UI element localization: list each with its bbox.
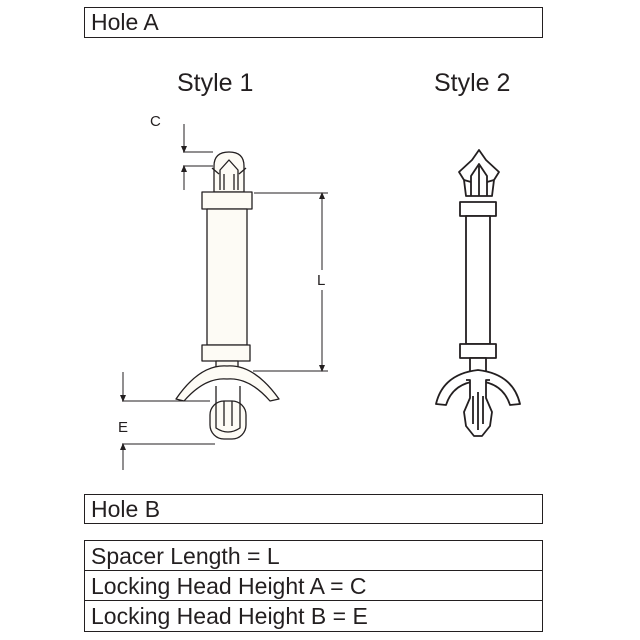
spec-locking-head-height-b: Locking Head Height B = E — [84, 600, 543, 632]
style-2-spacer — [436, 150, 520, 436]
dimension-c-label: C — [150, 113, 161, 130]
style-2-top-locking-head — [459, 150, 499, 196]
style-1-spacer — [176, 152, 279, 439]
style-2-bottom-collar — [460, 344, 496, 358]
style-1-body — [207, 209, 247, 345]
style-1-top-collar — [202, 192, 252, 209]
spec-locking-head-height-a: Locking Head Height A = C — [84, 570, 543, 602]
style-1-bottom-locking-head — [210, 386, 246, 439]
hole-a-label: Hole A — [84, 7, 543, 38]
style-1-bottom-collar — [202, 345, 250, 361]
style-1-title: Style 1 — [177, 69, 254, 97]
dimension-l-label: L — [317, 272, 326, 289]
style-2-body — [466, 216, 490, 344]
spec-spacer-length: Spacer Length = L — [84, 540, 543, 572]
style-2-bottom-locking-head — [464, 380, 492, 436]
style-2-top-collar — [460, 202, 496, 216]
dimension-e-label: E — [118, 419, 129, 436]
dimension-e — [122, 372, 215, 470]
dimension-c — [183, 124, 213, 190]
style-1-top-locking-head — [212, 152, 246, 192]
hole-b-label: Hole B — [84, 494, 543, 524]
style-2-title: Style 2 — [434, 69, 511, 97]
